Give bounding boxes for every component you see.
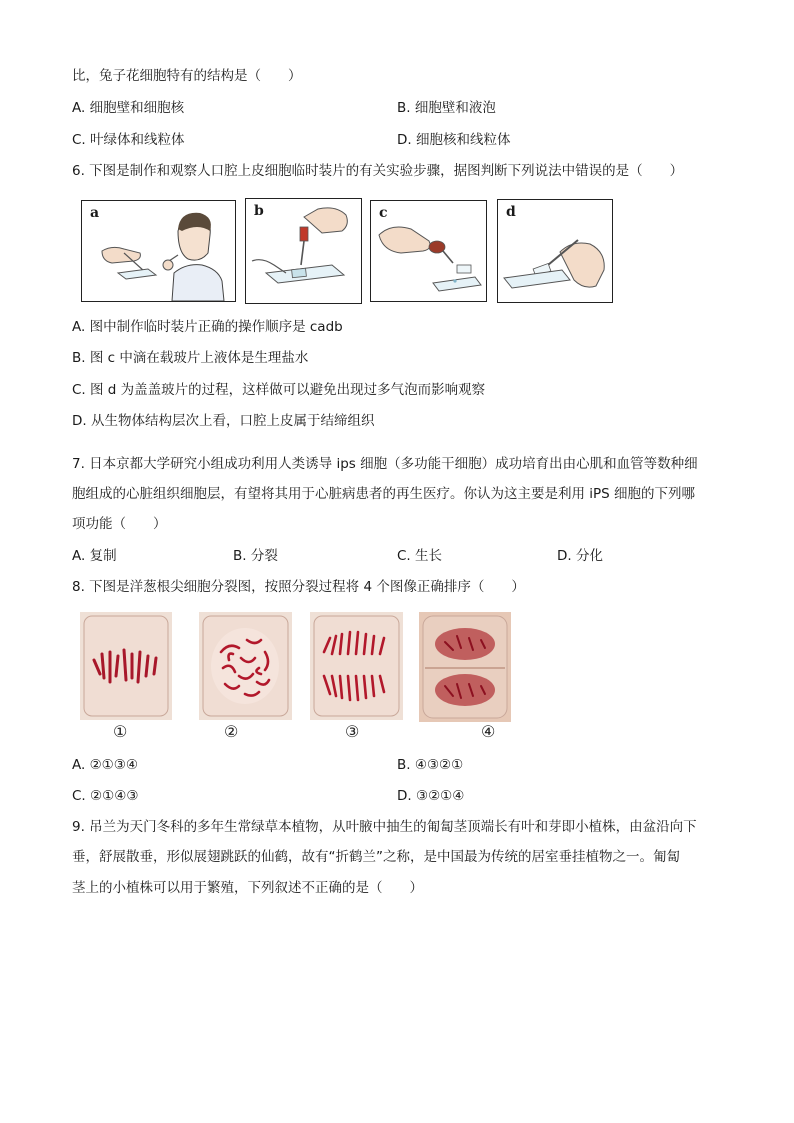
micrograph-4-label: ④ [481, 722, 496, 741]
q9-stem-line1: 9. 吊兰为天门冬科的多年生常绿草本植物，从叶腋中抽生的匍匐茎顶端长有叶和芽即小植株，由盆沿向下 [72, 819, 697, 835]
q5-option-b: B. 细胞壁和液泡 [397, 100, 496, 116]
q7-stem-line2: 胞组成的心脏组织细胞层，有望将其用于心脏病患者的再生医疗。你认为这主要是利用 iPS 细胞的下列哪 [72, 486, 696, 502]
q8-option-b: B. ④③②① [397, 757, 464, 773]
q6-figure-a [81, 200, 236, 302]
q9-stem-line2: 垂，舒展散垂，形似展翅跳跃的仙鹤，故有“折鹤兰”之称，是中国最为传统的居室垂挂植物之一。匍匐 [72, 849, 680, 865]
q7-option-c: C. 生长 [397, 548, 443, 564]
q7-option-b: B. 分裂 [233, 548, 278, 564]
micrograph-2-label: ② [224, 722, 239, 741]
mouth-scraping-illustration [82, 201, 235, 301]
q6-option-d: D. 从生物体结构层次上看，口腔上皮属于结缔组织 [72, 413, 375, 429]
q8-option-c: C. ②①④③ [72, 788, 139, 804]
q7-stem-line1: 7. 日本京都大学研究小组成功利用人类诱导 ips 细胞（多功能干细胞）成功培育出由心肌和血管等数种细 [72, 456, 698, 472]
q5-option-c: C. 叶绿体和线粒体 [72, 132, 185, 148]
micrograph-1-label: ① [113, 722, 128, 741]
q5-stem: 比，兔子花细胞特有的结构是（ ） [72, 68, 302, 84]
q7-option-a: A. 复制 [72, 548, 117, 564]
q6-figure-c [370, 200, 487, 302]
q8-option-a: A. ②①③④ [72, 757, 138, 773]
q6-figure-b [245, 198, 362, 304]
micrograph-4 [419, 612, 511, 722]
metaphase-cell-image [80, 612, 172, 720]
q9-stem-line3: 茎上的小植株可以用于繁殖，下列叙述不正确的是（ ） [72, 880, 423, 896]
q6-figure-d-label: d [506, 204, 516, 220]
q6-option-a: A. 图中制作临时装片正确的操作顺序是 cadb [72, 319, 343, 335]
q5-option-a: A. 细胞壁和细胞核 [72, 100, 185, 116]
dropper-saline-illustration [371, 201, 486, 301]
q7-option-d: D. 分化 [557, 548, 603, 564]
micrograph-3-label: ③ [345, 722, 360, 741]
micrograph-3 [310, 612, 403, 720]
q6-figure-a-label: a [90, 205, 100, 221]
q7-stem-line3: 项功能（ ） [72, 516, 167, 532]
q6-option-c: C. 图 d 为盖盖玻片的过程，这样做可以避免出现过多气泡而影响观察 [72, 382, 486, 398]
q5-option-d: D. 细胞核和线粒体 [397, 132, 511, 148]
q6-figure-b-label: b [254, 203, 264, 219]
q6-figure-c-label: c [379, 205, 388, 221]
prophase-cell-image [199, 612, 292, 720]
q6-stem: 6. 下图是制作和观察人口腔上皮细胞临时装片的有关实验步骤，据图判断下列说法中错误的是（ ） [72, 163, 684, 179]
q6-figure-d [497, 199, 613, 303]
telophase-cell-image [419, 612, 511, 722]
q6-option-b: B. 图 c 中滴在载玻片上液体是生理盐水 [72, 350, 309, 366]
micrograph-2 [199, 612, 292, 720]
q8-stem: 8. 下图是洋葱根尖细胞分裂图，按照分裂过程将 4 个图像正确排序（ ） [72, 579, 525, 595]
micrograph-1 [80, 612, 172, 720]
q8-option-d: D. ③②①④ [397, 788, 465, 804]
anaphase-cell-image [310, 612, 403, 720]
